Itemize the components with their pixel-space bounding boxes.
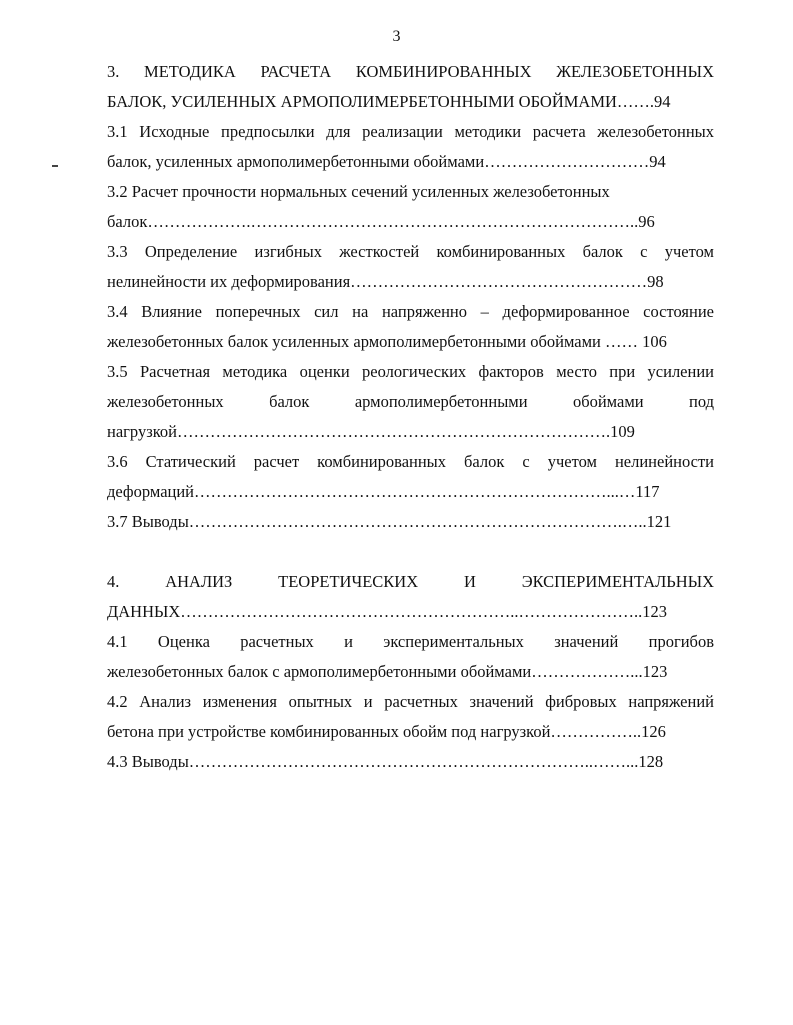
toc-line: 3.6 Статический расчет комбинированных балок с учетом нелинейности — [107, 452, 714, 471]
toc-line: железобетонных балок с армополимербетонными обоймами………………...123 — [107, 662, 668, 681]
section-gap — [107, 537, 714, 567]
toc-line: 4.2 Анализ изменения опытных и расчетных значений фибровых напряжений — [107, 692, 714, 711]
toc-section-3-7[interactable] — [107, 507, 714, 537]
page-number: 3 — [392, 28, 401, 45]
toc-line: 3.5 Расчетная методика оценки реологических факторов место при усилении — [107, 362, 714, 381]
toc-section-3-3[interactable] — [107, 237, 714, 297]
toc-line: 4.1 Оценка расчетных и экспериментальных значений прогибов — [107, 632, 714, 651]
toc-line: бетона при устройстве комбинированных обойм под нагрузкой……………..126 — [107, 722, 666, 741]
toc-line: деформаций…………………………………………………………………...…117 — [107, 482, 660, 501]
toc-line: 3.4 Влияние поперечных сил на напряженно – деформированное состояние — [107, 302, 714, 321]
toc-line: балок……………….……………………………………………………………..96 — [107, 212, 655, 231]
toc-line: 3.2 Расчет прочности нормальных сечений усиленных железобетонных — [107, 182, 610, 201]
toc-line: ДАННЫХ……………………………………………………..…………………..123 — [107, 602, 668, 621]
toc-line: БАЛОК, УСИЛЕННЫХ АРМОПОЛИМЕРБЕТОННЫМИ ОБОЙМАМИ…….94 — [107, 92, 671, 111]
toc-section-4-1[interactable] — [107, 627, 714, 687]
toc-section-4-3[interactable] — [107, 747, 714, 777]
toc-section-3-5[interactable] — [107, 357, 714, 447]
toc-line: железобетонных балок усиленных армополимербетонными обоймами …… 106 — [107, 332, 667, 351]
toc-line: нелинейности их деформирования………………………………………………98 — [107, 272, 664, 291]
toc-line: железобетонных балок армополимербетонными обоймами под — [107, 392, 714, 411]
toc-line: 3. МЕТОДИКА РАСЧЕТА КОМБИНИРОВАННЫХ ЖЕЛЕЗОБЕТОННЫХ — [107, 62, 714, 81]
toc-section-4-2[interactable] — [107, 687, 714, 747]
toc-chapter-4[interactable] — [107, 567, 714, 627]
toc-line: нагрузкой…………………………………………………………………….109 — [107, 422, 635, 441]
toc-chapter-3[interactable] — [107, 57, 714, 117]
toc-section-3-1[interactable] — [107, 117, 714, 177]
table-of-contents — [107, 57, 714, 777]
toc-line: 4.3 Выводы………………………………………………………………..……...128 — [107, 752, 664, 771]
toc-line: 3.7 Выводы…………………………………………………………………….…..121 — [107, 512, 672, 531]
toc-line: 3.3 Определение изгибных жесткостей комбинированных балок с учетом — [107, 242, 714, 261]
scan-artifact-mark — [52, 165, 58, 167]
toc-section-3-4[interactable] — [107, 297, 714, 357]
toc-line: 3.1 Исходные предпосылки для реализации методики расчета железобетонных — [107, 122, 714, 141]
toc-section-3-2[interactable] — [107, 177, 714, 237]
toc-line: 4. АНАЛИЗ ТЕОРЕТИЧЕСКИХ И ЭКСПЕРИМЕНТАЛЬНЫХ — [107, 572, 714, 591]
toc-line: балок, усиленных армополимербетонными обоймами…………………………94 — [107, 152, 666, 171]
toc-section-3-6[interactable] — [107, 447, 714, 507]
